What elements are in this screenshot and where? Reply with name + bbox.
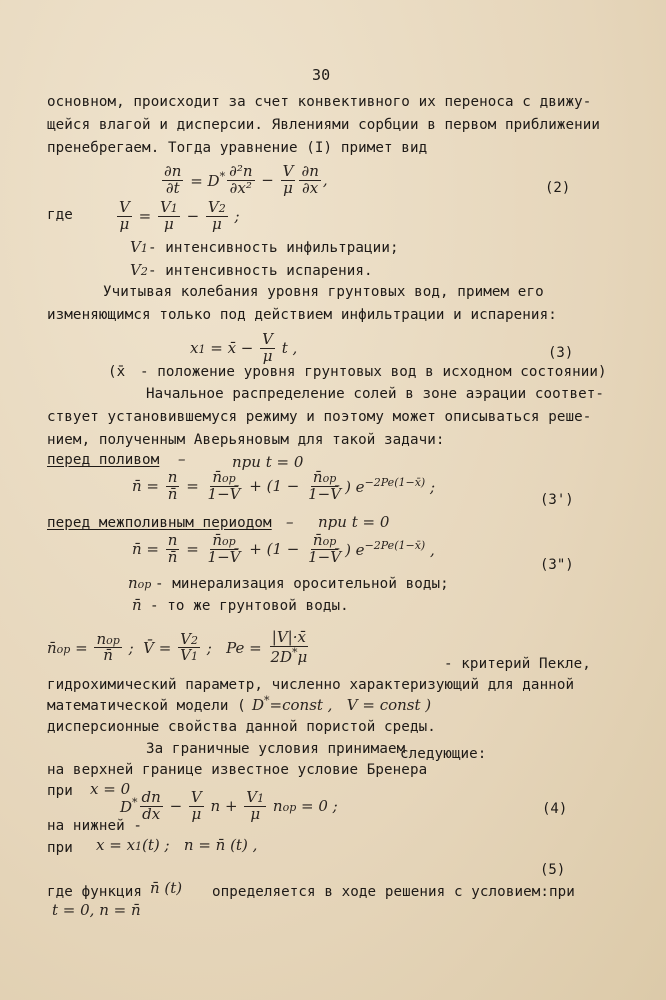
text-where: где	[47, 207, 73, 223]
text-line: Учитывая колебания уровня грунтовых вод, примем его	[103, 284, 544, 300]
text-line: пренебрегаем. Тогда уравнение (I) примет вид	[47, 140, 428, 156]
text-line: основном, происходит за счет конвективного их переноса с движу-	[47, 94, 592, 110]
page-number: 30	[312, 66, 331, 84]
symbol-v1: V1	[130, 238, 148, 256]
handwritten-constants: D*=const , V = const )	[252, 694, 432, 714]
handwritten-dash: –	[286, 513, 294, 531]
equation-v: $\frac{V}{\mu}$ = $\frac{V1}{\mu}$ − $\frac{V2}{\mu}$ ;	[119, 198, 240, 233]
equation-lower-bc: x = x1(t) ; n = n̄ (t) ,	[96, 836, 258, 854]
text-line: - интенсивность инфильтрации;	[148, 240, 399, 256]
equation-number: (3")	[540, 557, 574, 573]
text-line: - положение уровня грунтовых вод в исходном состоянии)	[140, 364, 607, 380]
equation-definitions: n̄op = $\frac{\text{nop}}{n̄}$ ; V̄ = $\frac{V2}{V1}$ ; Pe = $\frac{|V|\cdot x̄}{2D^*\mu}$	[47, 628, 308, 666]
text-line: щейся влагой и дисперсии. Явлениями сорбции в первом приближении	[47, 117, 601, 133]
text-line: - то же грунтовой воды.	[150, 598, 349, 614]
text-line: ствует установившемуся режиму и поэтому может описываться реше-	[47, 409, 592, 425]
text-before-irrigation: перед поливом	[47, 452, 160, 468]
symbol-nop: nop	[128, 574, 152, 592]
handwritten-condition: при t = 0	[318, 513, 390, 531]
symbol-nbar: n̄	[132, 596, 142, 614]
equation-3b: n̄ = $\frac{n}{n̄}$ = $\frac{n̄op}{1-V̄}$ + (1 − $\frac{n̄op}{1-V̄}$ ) $e^{-2Pe(1-x̄)}$ ,	[132, 531, 435, 566]
symbol-nbar-t: n̄ (t)	[150, 879, 183, 897]
handwritten-condition: при t = 0	[232, 453, 304, 471]
equation-number: (3')	[540, 492, 574, 508]
handwritten-condition: t = 0, n = n̄	[52, 901, 141, 919]
text-line: нием, полученным Аверьяновым для такой задачи:	[47, 432, 445, 448]
text-line: на нижней -	[47, 818, 143, 834]
text-line: определяется в ходе решения с условием:при	[212, 884, 575, 900]
text-line: гидрохимический параметр, численно характеризующий для данной	[47, 677, 575, 693]
text-line: За граничные условия принимаем	[146, 741, 406, 757]
xbar-paren: (x̄	[108, 364, 126, 380]
text-line: при	[47, 783, 73, 799]
text-line: при	[47, 840, 73, 856]
text-line: на верхней границе известное условие Бренера	[47, 762, 428, 778]
text-line: где функция	[47, 884, 143, 900]
equation-number: (5)	[540, 862, 566, 878]
equation-number: (2)	[545, 180, 571, 196]
equation-2: $\frac{\partial n}{\partial t}$ = D* $\frac{\text{∂²n}}{\text{∂x²}}$ − $\frac{V}{\mu}$ $\frac{\partial n}{\partial x}$ ,	[164, 162, 328, 197]
handwritten-dash: –	[178, 450, 186, 468]
text-line: - критерий Пекле,	[444, 656, 591, 672]
text-line: - интенсивность испарения.	[148, 263, 373, 279]
equation-number: (3)	[548, 345, 574, 361]
text-line: дисперсионные свойства данной пористой среды.	[47, 719, 436, 735]
text-line: - минерализация оросительной воды;	[155, 576, 449, 592]
text-line: Начальное распределение солей в зоне аэрации соответ-	[146, 386, 605, 402]
equation-3: x1 = x̄ − $\frac{V}{\mu}$ t ,	[190, 330, 298, 365]
handwritten-condition: x = 0	[90, 780, 131, 798]
equation-4: D* $\frac{dn}{dx}$ − $\frac{V}{\mu}$ n + $\frac{V1}{\mu}$ nop = 0 ;	[120, 788, 338, 823]
text-line: следующие:	[400, 746, 487, 762]
equation-3a: n̄ = $\frac{n}{n̄}$ = $\frac{n̄op}{1-V̄}$ + (1 − $\frac{n̄op}{1-V̄}$ ) $e^{-2Pe(1-x̄)}$ ;	[132, 468, 436, 503]
text-line: изменяющимся только под действием инфильтрации и испарения:	[47, 307, 557, 323]
text-line: математической модели (	[47, 698, 246, 714]
text-before-interirrigation: перед межполивным периодом	[47, 515, 272, 531]
equation-number: (4)	[542, 801, 568, 817]
symbol-v2: V2	[130, 261, 148, 279]
